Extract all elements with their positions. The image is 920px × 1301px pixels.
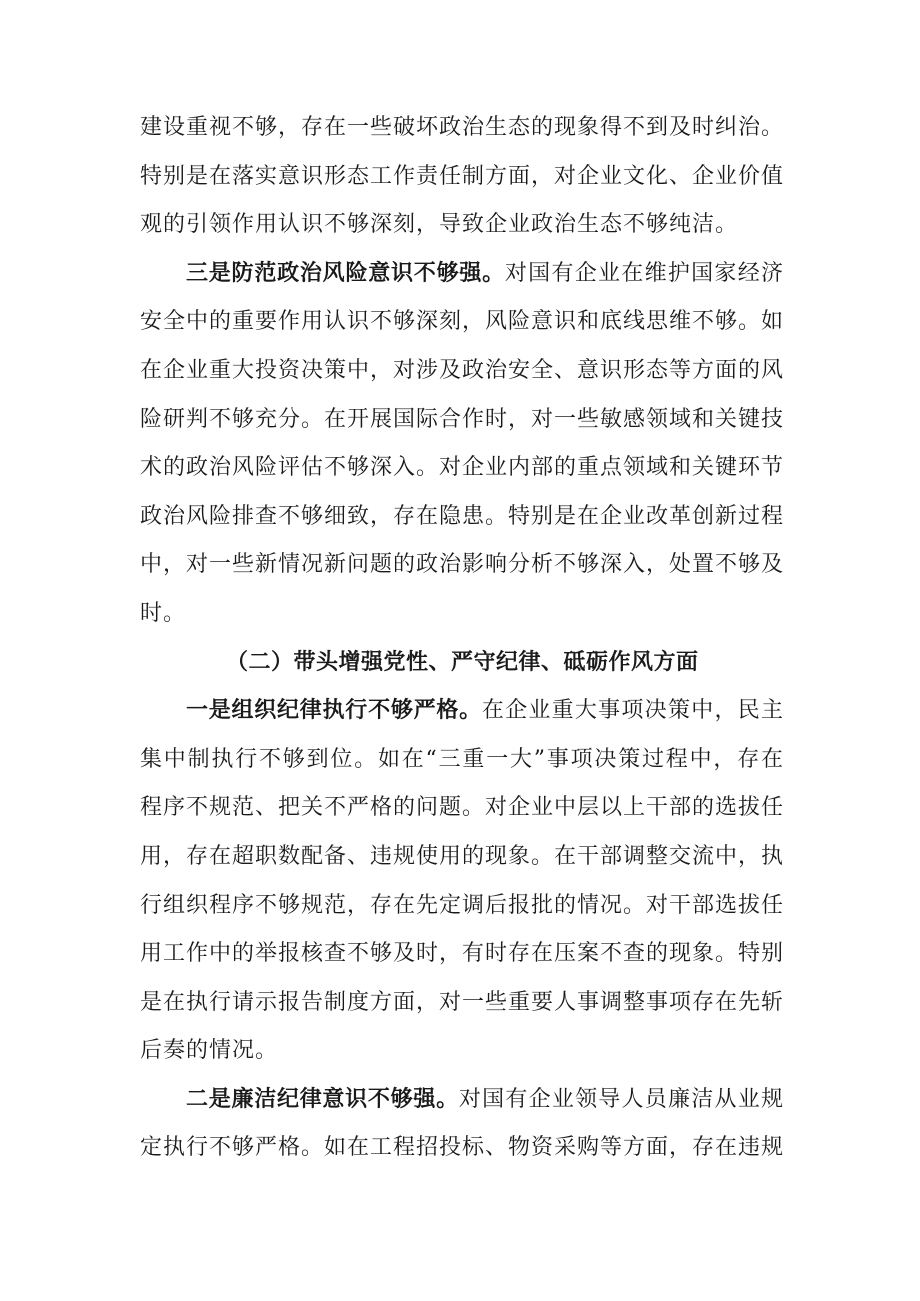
paragraph-continuation bbox=[140, 104, 784, 250]
paragraph-text: 对国有企业在维护国家经济安全中的重要作用认识不够深刻，风险意识和底线思维不够。如在企业重大投资决策中，对涉及政治安全、意识形态等方面的风险研判不够充分。在开展国际合作时，对一些敏感领域和关键技术的政治风险评估不够深入。对企业内部的重点领域和关键环节政治风险排查不够细致，存在隐患。特别是在企业改革创新过程中，对一些新情况新问题的政治影响分析不够深入，处置不够及时。 bbox=[140, 260, 785, 626]
paragraph-integrity-discipline bbox=[140, 1076, 784, 1173]
paragraph-lead-heading: 二是廉洁纪律意识不够强。 bbox=[186, 1086, 459, 1112]
document-body bbox=[140, 104, 784, 1173]
paragraph-text: 在企业重大事项决策中，民主集中制执行不够到位。如在“三重一大”事项决策过程中，存在程序不规范、把关不严格的问题。对企业中层以上干部的选拔任用，存在超职数配备、违规使用的现象。在干部调整交流中，执行组织程序不够规范，存在先定调后报批的情况。对干部选拔任用工作中的举报核查不够及时，有时存在压案不查的现象。特别是在执行请示报告制度方面，对一些重要人事调整事项存在先斩后奏的情况。 bbox=[140, 698, 785, 1064]
paragraph-lead-heading: 三是防范政治风险意识不够强。 bbox=[186, 260, 505, 286]
section-heading: （二）带头增强党性、严守纪律、砥砺作风方面 bbox=[226, 649, 699, 675]
paragraph-text: 对国有企业领导人员廉洁从业规定执行不够严格。如在工程招投标、物资采购等方面，存在违规 bbox=[140, 1086, 785, 1161]
paragraph-organizational-discipline bbox=[140, 687, 784, 1076]
paragraph-lead-heading: 一是组织纪律执行不够严格。 bbox=[186, 698, 482, 724]
paragraph-text: 建设重视不够，存在一些破坏政治生态的现象得不到及时纠治。特别是在落实意识形态工作责任制方面，对企业文化、企业价值观的引领作用认识不够深刻，导致企业政治生态不够纯洁。 bbox=[140, 115, 785, 238]
paragraph-political-risk bbox=[140, 250, 784, 639]
